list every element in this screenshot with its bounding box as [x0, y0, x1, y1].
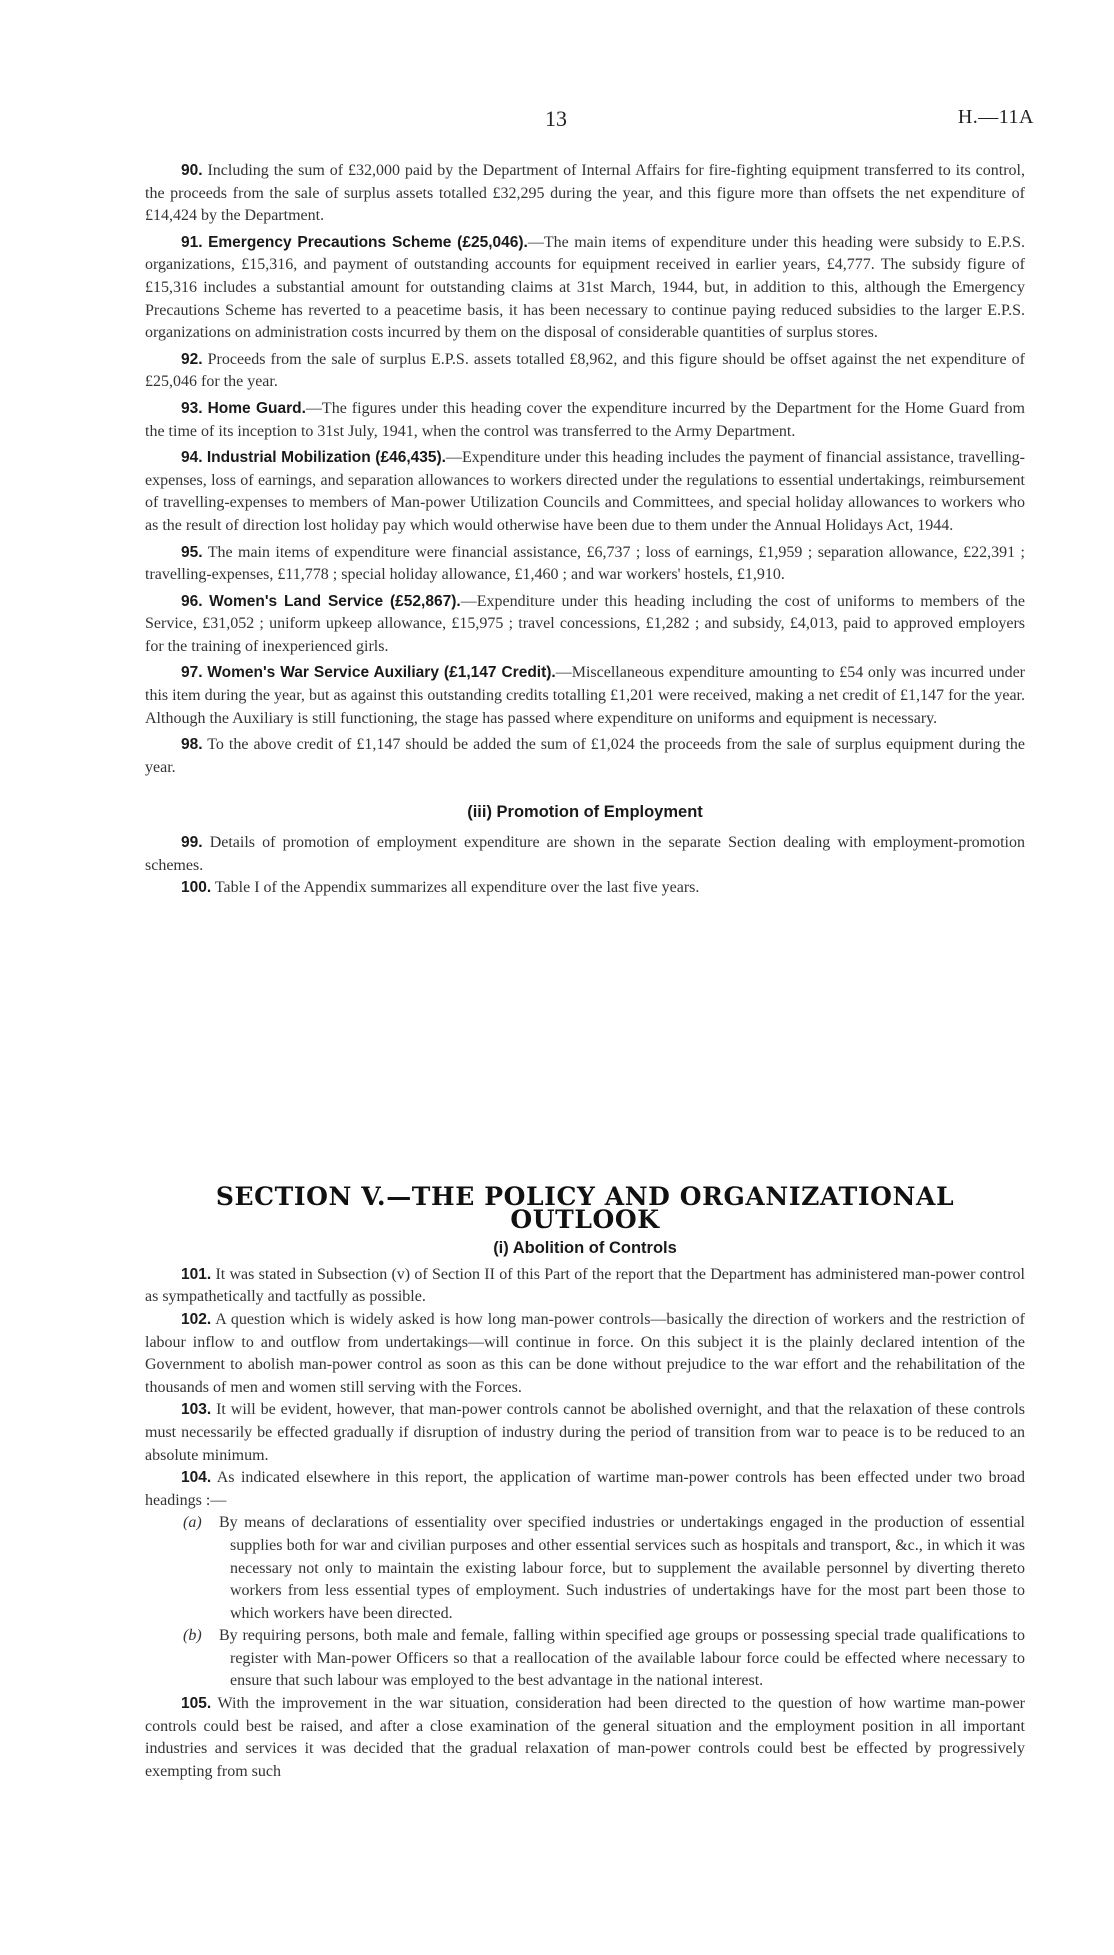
paragraph-104: 104. As indicated elsewhere in this report, the application of wartime man-power controls has been effected under two broad headings :— — [145, 1469, 1025, 1509]
paragraph-102: 102. A question which is widely asked is how long man-power controls—basically the direction of workers and the restriction of labour inflow to and outflow from undertakings—will continue in force. On this subject it is the plainly declared intention of the Government to abolish man-power control as soon as this can be done without prejudice to the war effort and the rehabilitation of the thousands of men and women still serving with the Forces. — [145, 1310, 1025, 1396]
paragraph-93: 93. Home Guard.—The figures under this heading cover the expenditure incurred by the Department for the Home Guard from the time of its inception to 31st July, 1941, when the control was transferred to the Army Department. — [145, 399, 1025, 440]
paragraph-90: 90. Including the sum of £32,000 paid by the Department of Internal Affairs for fire-fighting equipment transferred to its control, the proceeds from the sale of surplus assets totalled £32,295 during the year, and this figure more than offsets the net expenditure of £14,424 by the Department. — [145, 162, 1026, 225]
paragraph-98: 98. To the above credit of £1,147 should be added the sum of £1,024 the proceeds from the sale of surplus equipment during the year. — [145, 736, 1025, 776]
document-reference: H.—11A — [957, 106, 1034, 128]
paragraph-97: 97. Women's War Service Auxiliary (£1,147 Credit).—Miscellaneous expenditure amounting to £54 only was incurred under this item during the year, but as against this outstanding credits totalling £1,201 were received, making a net credit of £1,147 for the year. Although the Auxiliary is still functioning, the stage has passed where expenditure on uniforms and equipment is necessary. — [145, 664, 1026, 727]
paragraph-96: 96. Women's Land Service (£52,867).—Expenditure under this heading including the cost of uniforms to members of the Service, £31,052 ; uniform upkeep allowance, £15,975 ; travel concessions, £1,282 ; and subsidy, £4,013, paid to approved employers for the training of inexperienced girls. — [145, 592, 1025, 655]
paragraph-101: 101. It was stated in Subsection (v) of Section II of this Part of the report that the Department has administered man-power control as sympathetically and tactfully as possible. — [145, 1265, 1026, 1306]
paragraph-99: 99. Details of promotion of employment expenditure are shown in the separate Section dealing with employment-promotion schemes. — [145, 834, 1025, 874]
page-number: 13 — [545, 106, 567, 131]
page-header — [0, 106, 1114, 136]
paragraph-95: 95. The main items of expenditure were financial assistance, £6,737 ; loss of earnings, £1,959 ; separation allowance, £22,391 ; travelling-expenses, £11,778 ; special holiday allowance, £1,460 ; and war workers' hostels, £1,910. — [145, 543, 1026, 584]
list-item-a: (a) By means of declarations of essentiality over specified industries or undertakings engaged in the production of essential supplies both for war and civilian purposes and other essential services such as hospitals and transport, &c., in which it was necessary not only to maintain the existing labour force, but to supplement the available personnel by diverting thereto workers from less essential types of employment. Such industries of undertakings have for the most part been those to which workers have been directed. — [183, 1514, 1025, 1622]
section-v — [145, 1182, 1026, 1783]
section-heading: SECTION V.—THE POLICY AND ORGANIZATIONAL OUTLOOK — [215, 1182, 955, 1234]
paragraph-103: 103. It will be evident, however, that man-power controls cannot be abolished overnight, and that the relaxation of these controls must necessarily be effected gradually if disruption of industry during the period of transition from war to peace is to be reduced to an absolute minimum. — [145, 1401, 1026, 1464]
subheading-promotion-of-employment: (iii) Promotion of Employment — [467, 803, 703, 822]
paragraph-105: 105. With the improvement in the war situation, consideration had been directed to the question of how wartime man-power controls could best be raised, and after a close examination of the general situation and the employment position in all important industries and services it was decided that the gradual relaxation of man-power controls could best be effected by progressively exempting from such — [145, 1695, 1025, 1780]
paragraph-92: 92. Proceeds from the sale of surplus E.P.S. assets totalled £8,962, and this figure should be offset against the net expenditure of £25,046 for the year. — [145, 350, 1026, 391]
paragraph-100: 100. Table I of the Appendix summarizes all expenditure over the last five years. — [181, 879, 700, 897]
paragraph-94: 94. Industrial Mobilization (£46,435).—Expenditure under this heading includes the payment of financial assistance, travelling-expenses, loss of earnings, and separation allowances to workers directed under the regulations to essential undertakings, reimbursement of travelling-expenses to members of Man-power Utilization Councils and Committees, and special holiday allowances to workers who as the result of direction lost holiday pay which would otherwise have been due to them under the Annual Holidays Act, 1944. — [145, 449, 1025, 534]
subheading-abolition-of-controls: (i) Abolition of Controls — [493, 1239, 677, 1258]
list-item-b: (b) By requiring persons, both male and female, falling within specified age groups or possessing special trade qualifications to register with Man-power Officers so that a reallocation of the available labour force could be effected where necessary to ensure that such labour was employed to the best advantage in the national interest. — [183, 1627, 1025, 1690]
expenditure-section — [145, 160, 1025, 900]
paragraph-91: 91. Emergency Precautions Scheme (£25,046).—The main items of expenditure under this heading were subsidy to E.P.S. organizations, £15,316, and payment of outstanding accounts for equipment received in earlier years, £4,777. The subsidy figure of £15,316 includes a substantial amount for outstanding claims at 31st March, 1944, but, in addition to this, although the Emergency Precautions Scheme has reverted to a peacetime basis, it has been necessary to continue paying reduced subsidies to the larger E.P.S. organizations on administration costs incurred by them on the disposal of considerable quantities of surplus stores. — [145, 233, 1025, 342]
